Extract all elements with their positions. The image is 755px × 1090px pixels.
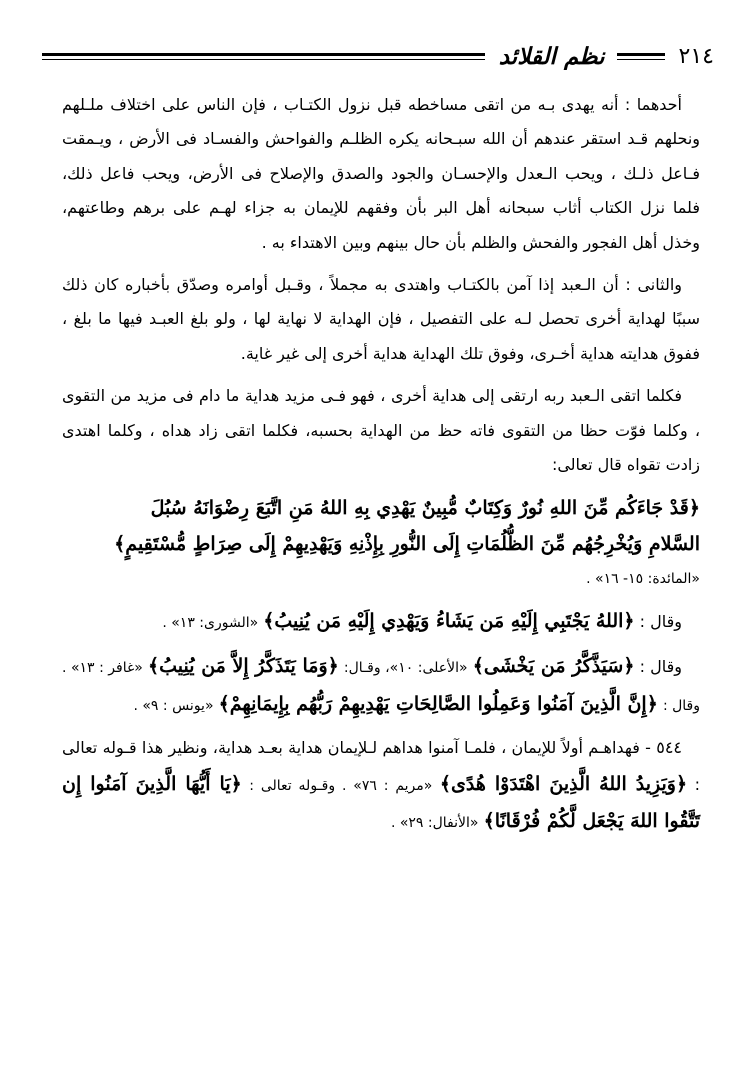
paragraph-544-text: ٥٤٤ - فهداهـم أولاً للإيمان ، فلمـا آمنوا هداهم لـلإيمان هداية بعـد هداية، ونظير هذا قـوله تعالى : [62,738,700,794]
reference-ghafir: «غافر : ١٣» . وقال : [62,660,700,714]
header-rule-short [617,46,665,66]
running-title: نظم القلائد [498,42,605,70]
verse-reference: «المائدة: ١٥- ١٦» . [586,571,700,588]
header-rule-long [42,46,485,66]
paragraph-second: والثانى : أن الـعبد إذا آمن بالكتـاب واهتدى به مجملاً ، وقـبل أوامره وصدّق بأخباره كان ذلك سببًا لهداية أخرى تحصل لـه على التفصيل ، فإن الهداية لا نهاية لها ، ولو بلغ العبـد فيها ما بلغ ، ففوق هدايته هداية أخـرى، وفوق تلك الهداية هداية أخرى إلى غير غاية. [62,275,700,363]
reference-yunus: «يونس : ٩» . [133,697,214,714]
page-header [42,38,714,74]
verse-ala: ﴿سَيَذَّكَّرُ مَن يَخْشَى﴾ [472,655,635,678]
quran-verse-maidah [62,490,700,596]
paragraph-multi-verses [62,648,700,723]
reference-ala: «الأعلى: ١٠»، وقـال: [343,660,468,677]
reference-maryam: «مريم : ٧٦» . وقـوله تعالى : [249,777,433,794]
verse-ghafir: ﴿وَمَا يَتَذَكَّرُ إِلاَّ مَن يُنِيبُ﴾ [148,655,339,678]
verse-line-1: ﴿قَدْ جَاءَكُم مِّنَ اللهِ نُورٌ وَكِتَابٌ مُّبِينٌ يَهْدِي بِهِ اللهُ مَنِ اتَّبَعَ رِضْوَانَهُ سُبُلَ [150,497,700,520]
reference-anfal: «الأنفال: ٢٩» . [390,814,479,831]
said-prefix: وقال : [639,657,682,677]
verse-anfal: ﴿يَا أَيُّهَا الَّذِينَ آمَنُوا إِن تَتَّقُوا اللهَ يَجْعَل لَّكُمْ فُرْقَانًا﴾ [62,772,700,832]
reference-shura: «الشورى: ١٣» . [162,614,259,631]
verse-yunus: ﴿إِنَّ الَّذِينَ آمَنُوا وَعَمِلُوا الصَّالِحَاتِ يَهْدِيهِمْ رَبُّهُم بِإِيمَانِهِمْ﴾ [218,692,658,715]
paragraph-544 [62,731,700,840]
said-prefix: وقال : [639,611,682,631]
verse-line-2: السَّلامِ وَيُخْرِجُهُم مِّنَ الظُّلُمَاتِ إِلَى النُّورِ بِإِذْنِهِ وَيَهْدِيهِمْ إِلَى صِرَاطٍ مُّسْتَقِيمٍ﴾ [114,533,700,556]
page-body [62,88,700,848]
verse-maryam: ﴿وَيَزِيدُ اللهُ الَّذِينَ اهْتَدَوْا هُدًى﴾ [439,772,688,795]
verse-shura: ﴿اللهُ يَجْتَبِي إِلَيْهِ مَن يَشَاءُ وَيَهْدِي إِلَيْهِ مَن يُنِيبُ﴾ [263,609,635,632]
paragraph-shura [62,603,700,640]
paragraph-third: فكلما اتقى الـعبد ربه ارتقى إلى هداية أخرى ، فهو فـى مزيد هداية ما دام فى مزيد من التقوى ، وكلما فوّت حظا من التقوى فاته حظ من الهداية بحسبه، فكلما اتقى زاد هداه ، وكلما اهتدى زادت تقواه قال تعالى: [62,386,700,475]
paragraph-first: أحدهما : أنه يهدى بـه من اتقى مساخطه قبل نزول الكتـاب ، فإن الناس على اختلاف ملـلهم ونحلهم قـد استقر عندهم أن الله سبـحانه يكره الظلـم والفواحش والفسـاد فى الأرض ، ويـمقت فـاعل ذلـك ، ويحب الـعدل والإحسـان والجود والصدق والإصلاح فى الأرض، ويحب فاعل ذلك، فلما نزل الكتاب أثاب سبحانه أهل البر بأن وفقهم للإيمان به جزاء لهـم على برهم وطاعتهم، وخذل أهل الفجور والفحش والظلم بأن حال بينهم وبين الاهتداء به . [62,95,700,252]
page-number: ٢١٤ [678,43,714,69]
